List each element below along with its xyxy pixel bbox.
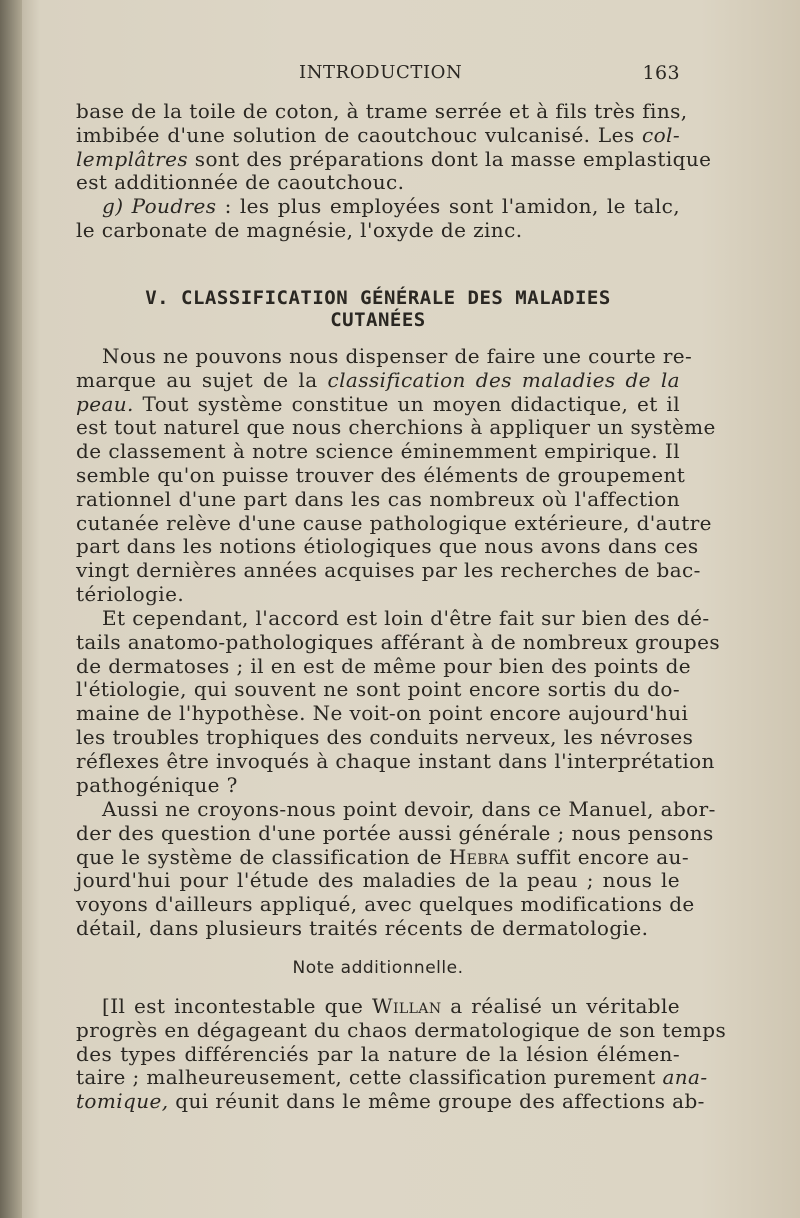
text-line — [76, 1065, 708, 1090]
italic-term: tomique, — [76, 1089, 169, 1114]
text-line — [76, 995, 680, 1019]
text-line — [76, 146, 712, 172]
text-run: que le système de classification de — [76, 844, 449, 869]
text-line — [76, 393, 680, 417]
text-run: marque au sujet de la — [76, 367, 328, 392]
author-name: Willan — [372, 994, 442, 1018]
text-run: [Il est incontestable que — [102, 994, 373, 1018]
text-line — [76, 844, 689, 870]
italic-term: col- — [641, 122, 680, 147]
text-line: progrès en dégageant du chaos dermatologique de son temps — [76, 1017, 727, 1042]
text-line: part dans les notions étiologiques que nous avons dans ces — [76, 534, 699, 559]
text-line — [76, 369, 680, 393]
text-line: der des question d'une portée aussi générale ; nous pensons — [76, 820, 714, 845]
italic-term: ana- — [662, 1065, 708, 1090]
text-line: pathogénique ? — [76, 772, 238, 797]
paragraph-note — [76, 994, 727, 1114]
text-run: sont des préparations dont la masse emplastique — [188, 146, 712, 171]
text-run: imbibée d'une solution de caoutchouc vulcanisé. Les — [76, 122, 635, 147]
text-line: le carbonate de magnésie, l'oxyde de zinc. — [76, 217, 523, 242]
text-line: semble qu'on puisse trouver des éléments de groupement — [76, 462, 686, 487]
italic-term: lemplâtres — [76, 146, 189, 171]
text-run: suffit encore au- — [509, 844, 689, 869]
author-name: Hebra — [448, 844, 510, 869]
running-header — [76, 62, 680, 92]
text-line: est tout naturel que nous cherchions à appliquer un système — [76, 415, 716, 440]
text-line: détail, dans plusieurs traités récents de dermatologie. — [76, 915, 649, 940]
text-line: réflexes être invoqués à chaque instant dans l'interprétation — [76, 748, 715, 773]
text-line — [76, 1089, 705, 1114]
italic-term: g) Poudres — [102, 194, 217, 219]
text-line: Et cependant, l'accord est loin d'être fait sur bien des dé- — [102, 606, 710, 630]
section-heading — [76, 287, 680, 331]
italic-term: peau. — [76, 391, 134, 416]
paragraph-classification — [76, 344, 716, 607]
text-line: base de la toile de coton, à trame serrée et à fils très fins, — [76, 99, 688, 123]
text-line: tails anatomo-pathologiques afférant à de nombreux groupes — [76, 629, 721, 654]
text-run: : les plus employées sont l'amidon, le talc, — [216, 194, 680, 219]
text-line: Aussi ne croyons-nous point devoir, dans ce Manuel, abor- — [102, 797, 716, 821]
text-line — [76, 195, 680, 219]
text-line: Nous ne pouvons nous dispenser de faire une courte re- — [102, 344, 693, 368]
italic-term: classification des maladies de la — [327, 367, 680, 392]
text-line: est additionnée de caoutchouc. — [76, 170, 405, 195]
text-line: maine de l'hypothèse. Ne voit-on point encore aujourd'hui — [76, 701, 689, 726]
text-line: l'étiologie, qui souvent ne sont point encore sortis du do- — [76, 677, 680, 702]
text-run: taire ; malheureusement, cette classification purement — [76, 1065, 656, 1090]
text-run: qui réunit dans le même groupe des affections ab- — [168, 1089, 705, 1114]
note-heading: Note additionnelle. — [292, 958, 464, 978]
section-heading-line: V. CLASSIFICATION GÉNÉRALE DES MALADIES — [145, 287, 611, 309]
page-number: 163 — [642, 62, 680, 84]
text-line: jourd'hui pour l'étude des maladies de la peau ; nous le — [76, 868, 680, 893]
paragraph-aussi — [76, 797, 716, 941]
text-line — [76, 124, 680, 148]
text-run: a réalisé un véritable — [441, 994, 680, 1018]
text-line: des types différenciés par la nature de la lésion élémen- — [76, 1041, 680, 1066]
text-line: voyons d'ailleurs appliqué, avec quelques modifications de — [76, 892, 695, 917]
text-line: tériologie. — [76, 581, 185, 606]
text-run: Tout système constitue un moyen didactique, et il — [133, 391, 680, 416]
text-line: cutanée relève d'une cause pathologique extérieure, d'autre — [76, 510, 712, 535]
text-line: de dermatoses ; il en est de même pour bien des points de — [76, 653, 692, 678]
paragraph-cependant — [76, 606, 721, 797]
book-spine-shadow — [0, 0, 22, 1218]
text-line: vingt dernières années acquises par les recherches de bac- — [76, 558, 701, 583]
text-line: les troubles trophiques des conduits nerveux, les névroses — [76, 724, 694, 749]
header-title: INTRODUCTION — [299, 62, 463, 83]
paragraph-plasters — [76, 99, 712, 243]
text-line: rationnel d'une part dans les cas nombreux où l'affection — [76, 486, 680, 511]
text-line: de classement à notre science éminemment empirique. Il — [76, 439, 680, 464]
section-heading-line: CUTANÉES — [330, 309, 426, 331]
